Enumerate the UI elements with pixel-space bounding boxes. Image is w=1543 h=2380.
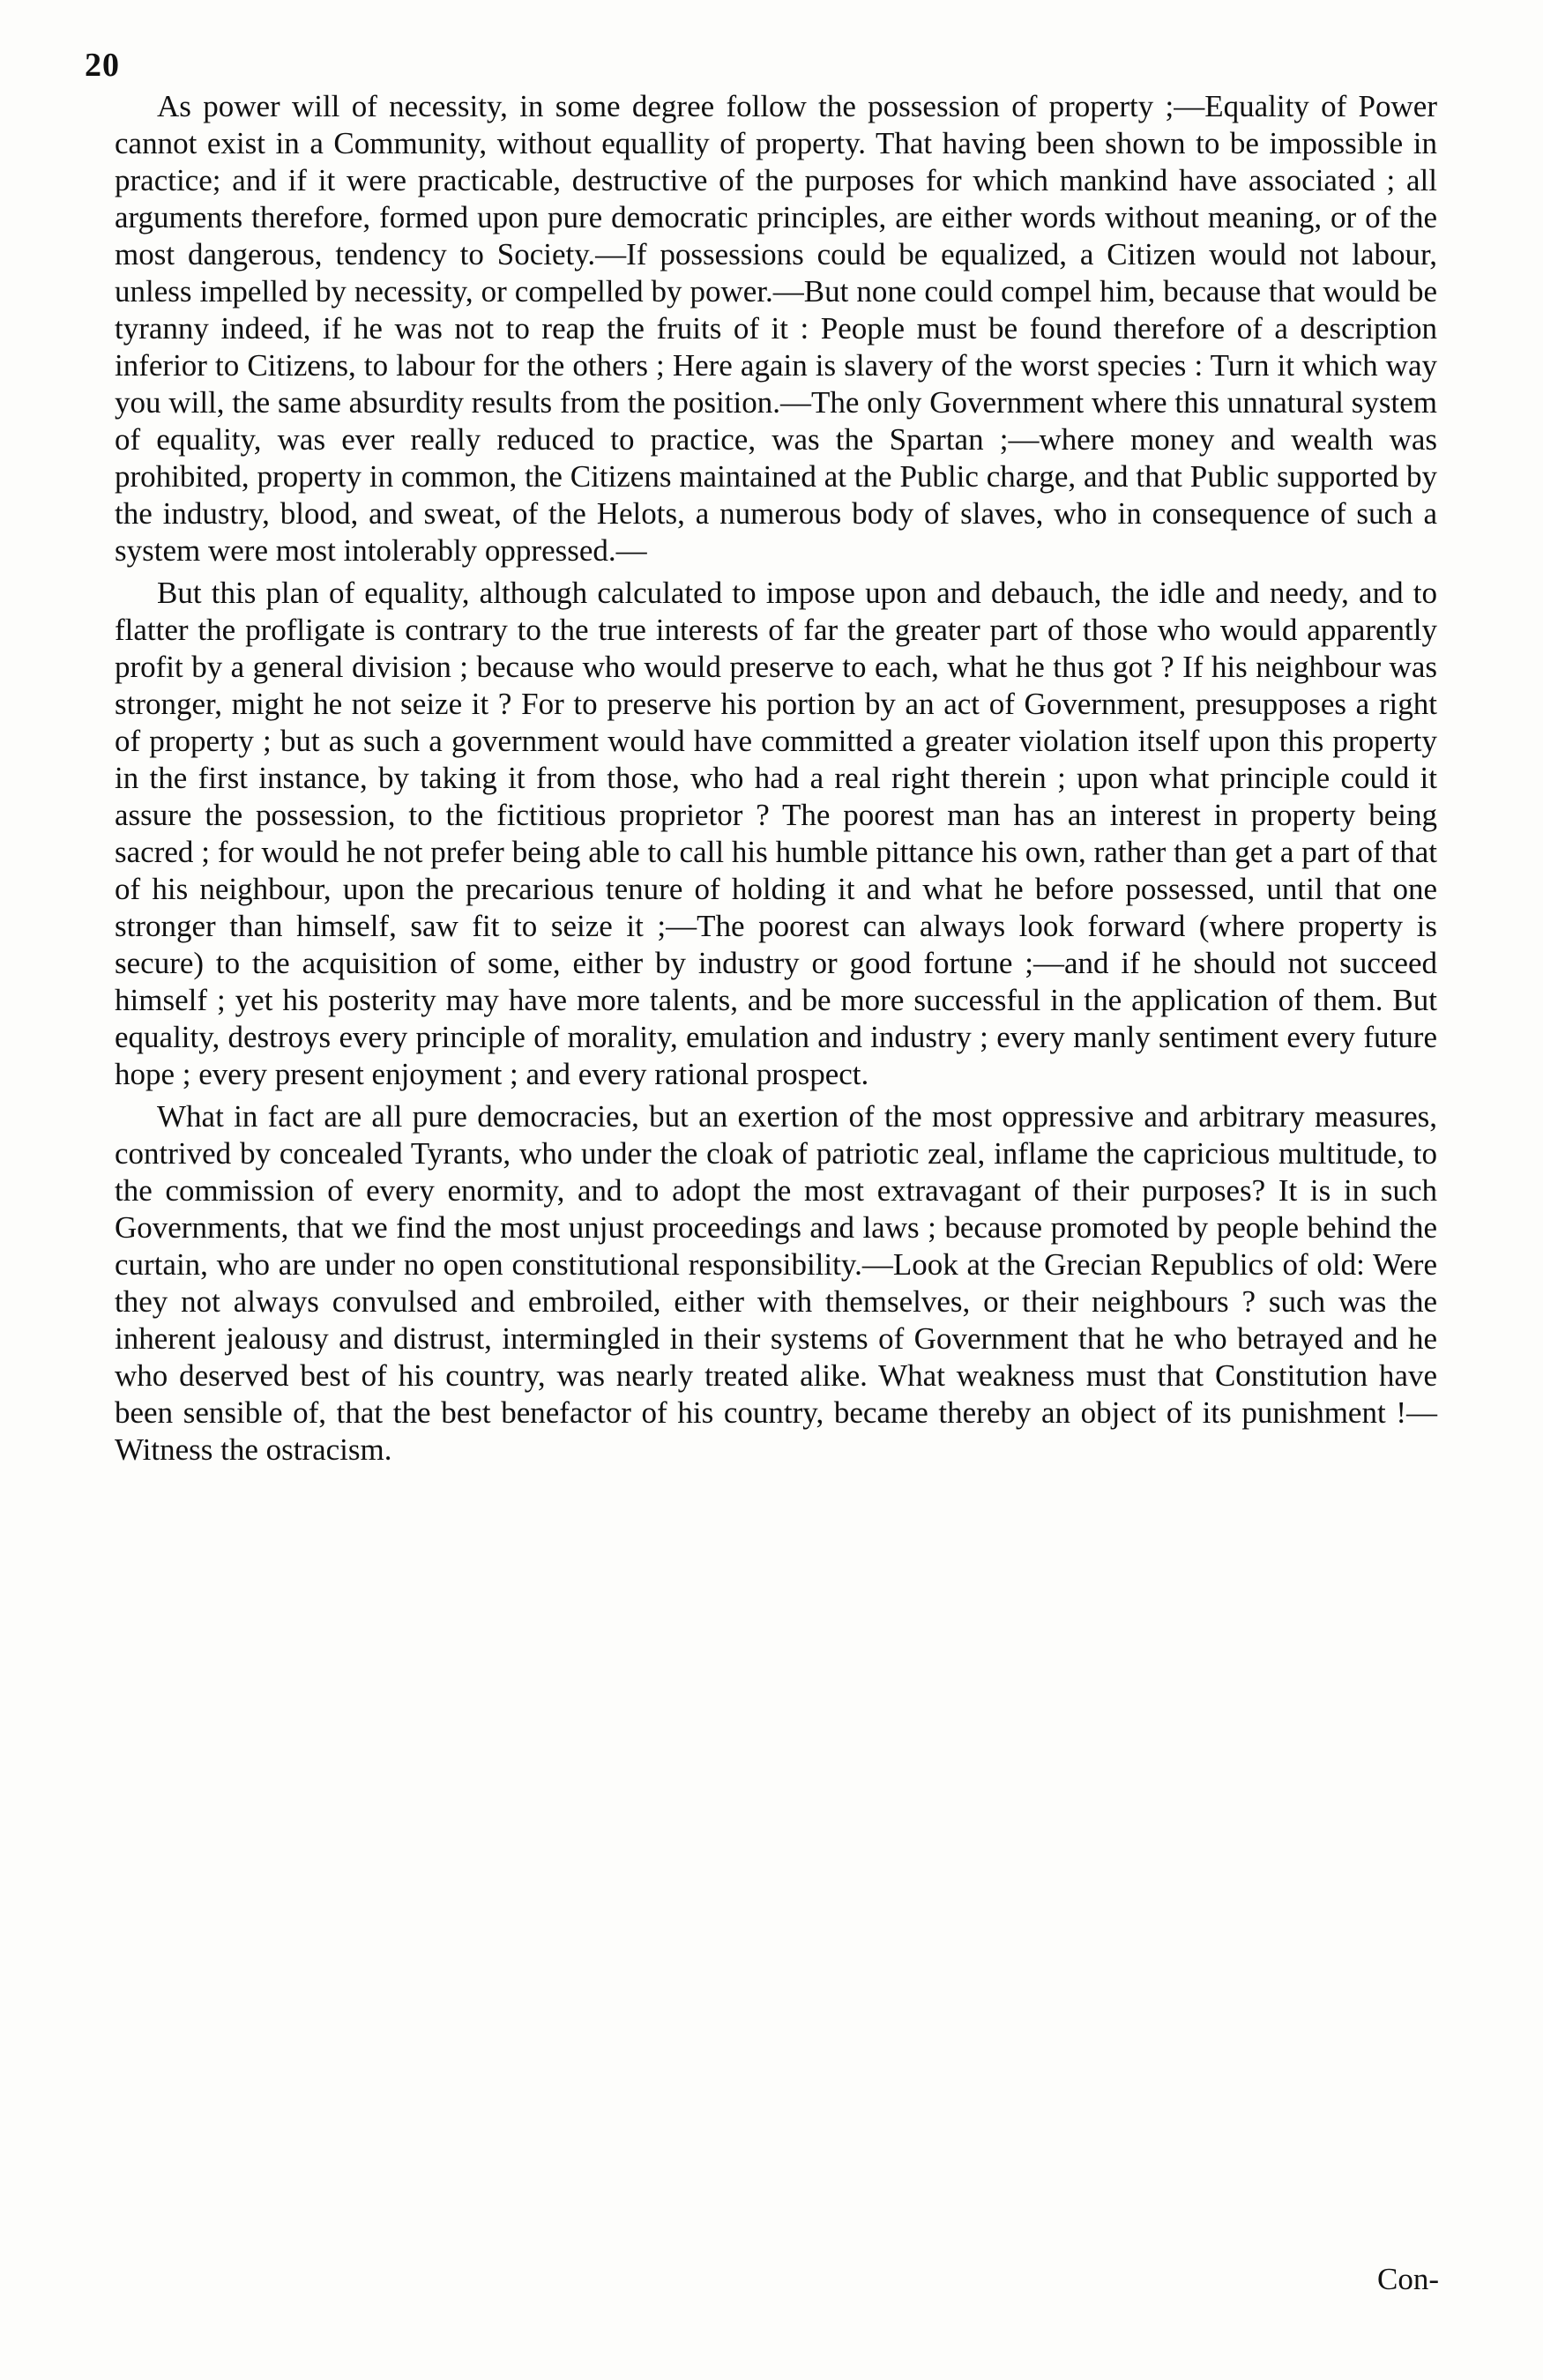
paragraph-1: As power will of necessity, in some degree follow the possession of property ;—Equality of Power cannot exist in a Community, without equallity of property. That having been shown to be impossible in practice; and if it were practicable, destructive of the purposes for which mankind have associated ; all arguments therefore, formed upon pure democratic principles, are either words without meaning, or of the most dangerous, tendency to Society.—If possessions could be equalized, a Citizen would not labour, unless impelled by necessity, or compelled by power.—But none could compel him, because that would be tyranny indeed, if he was not to reap the fruits of it : People must be found therefore of a description inferior to Citizens, to labour for the others ; Here again is slavery of the worst species : Turn it which way you will, the same absurdity results from the position.—The only Government where this unnatural system of equality, was ever really reduced to practice, was the Spartan ;—where money and wealth was prohibited, property in common, the Citizens maintained at the Public charge, and that Public supported by the industry, blood, and sweat, of the Helots, a numerous body of slaves, who in consequence of such a system were most intolerably oppressed.— — [115, 89, 1437, 568]
paragraph-2: But this plan of equality, although calculated to impose upon and debauch, the idle and needy, and to flatter the profligate is contrary to the true interests of far the greater part of those who would apparently profit by a general division ; because who would preserve to each, what he thus got ? If his neighbour was stronger, might he not seize it ? For to preserve his portion by an act of Government, presupposes a right of property ; but as such a government would have committed a greater violation itself upon this property in the first instance, by taking it from those, who had a real right therein ; upon what principle could it assure the possession, to the fictitious proprietor ? The poorest man has an interest in property being sacred ; for would he not prefer being able to call his humble pittance his own, rather than get a part of that of his neighbour, upon the precarious tenure of holding it and what he before possessed, until that one stronger than himself, saw fit to seize it ;—The poorest can always look forward (where property is secure) to the acquisition of some, either by industry or good fortune ;—and if he should not succeed himself ; yet his posterity may have more talents, and be more successful in the application of them. But equality, destroys every principle of morality, emulation and industry ; every manly sentiment every future hope ; every present enjoyment ; and every rational prospect. — [115, 576, 1437, 1091]
page-number: 20 — [85, 47, 120, 84]
catchword: Con- — [1377, 2262, 1439, 2296]
paragraph-3: What in fact are all pure democracies, but an exertion of the most oppressive and arbitrary measures, contrived by concealed Tyrants, who under the cloak of patriotic zeal, inflame the capricious multitude, to the commission of every enormity, and to adopt the most extravagant of their purposes? It is in such Governments, that we find the most unjust proceedings and laws ; because promoted by people behind the curtain, who are under no open constitutional responsibility.—Look at the Grecian Republics of old: Were they not always convulsed and embroiled, either with themselves, or their neighbours ? such was the inherent jealousy and distrust, intermingled in their systems of Government that he who betrayed and he who deserved best of his country, was nearly treated alike. What weakness must that Constitution have been sensible of, that the best benefactor of his country, became thereby an object of its punishment !—Witness the ostracism. — [115, 1099, 1437, 1467]
body-text — [115, 88, 1437, 1469]
